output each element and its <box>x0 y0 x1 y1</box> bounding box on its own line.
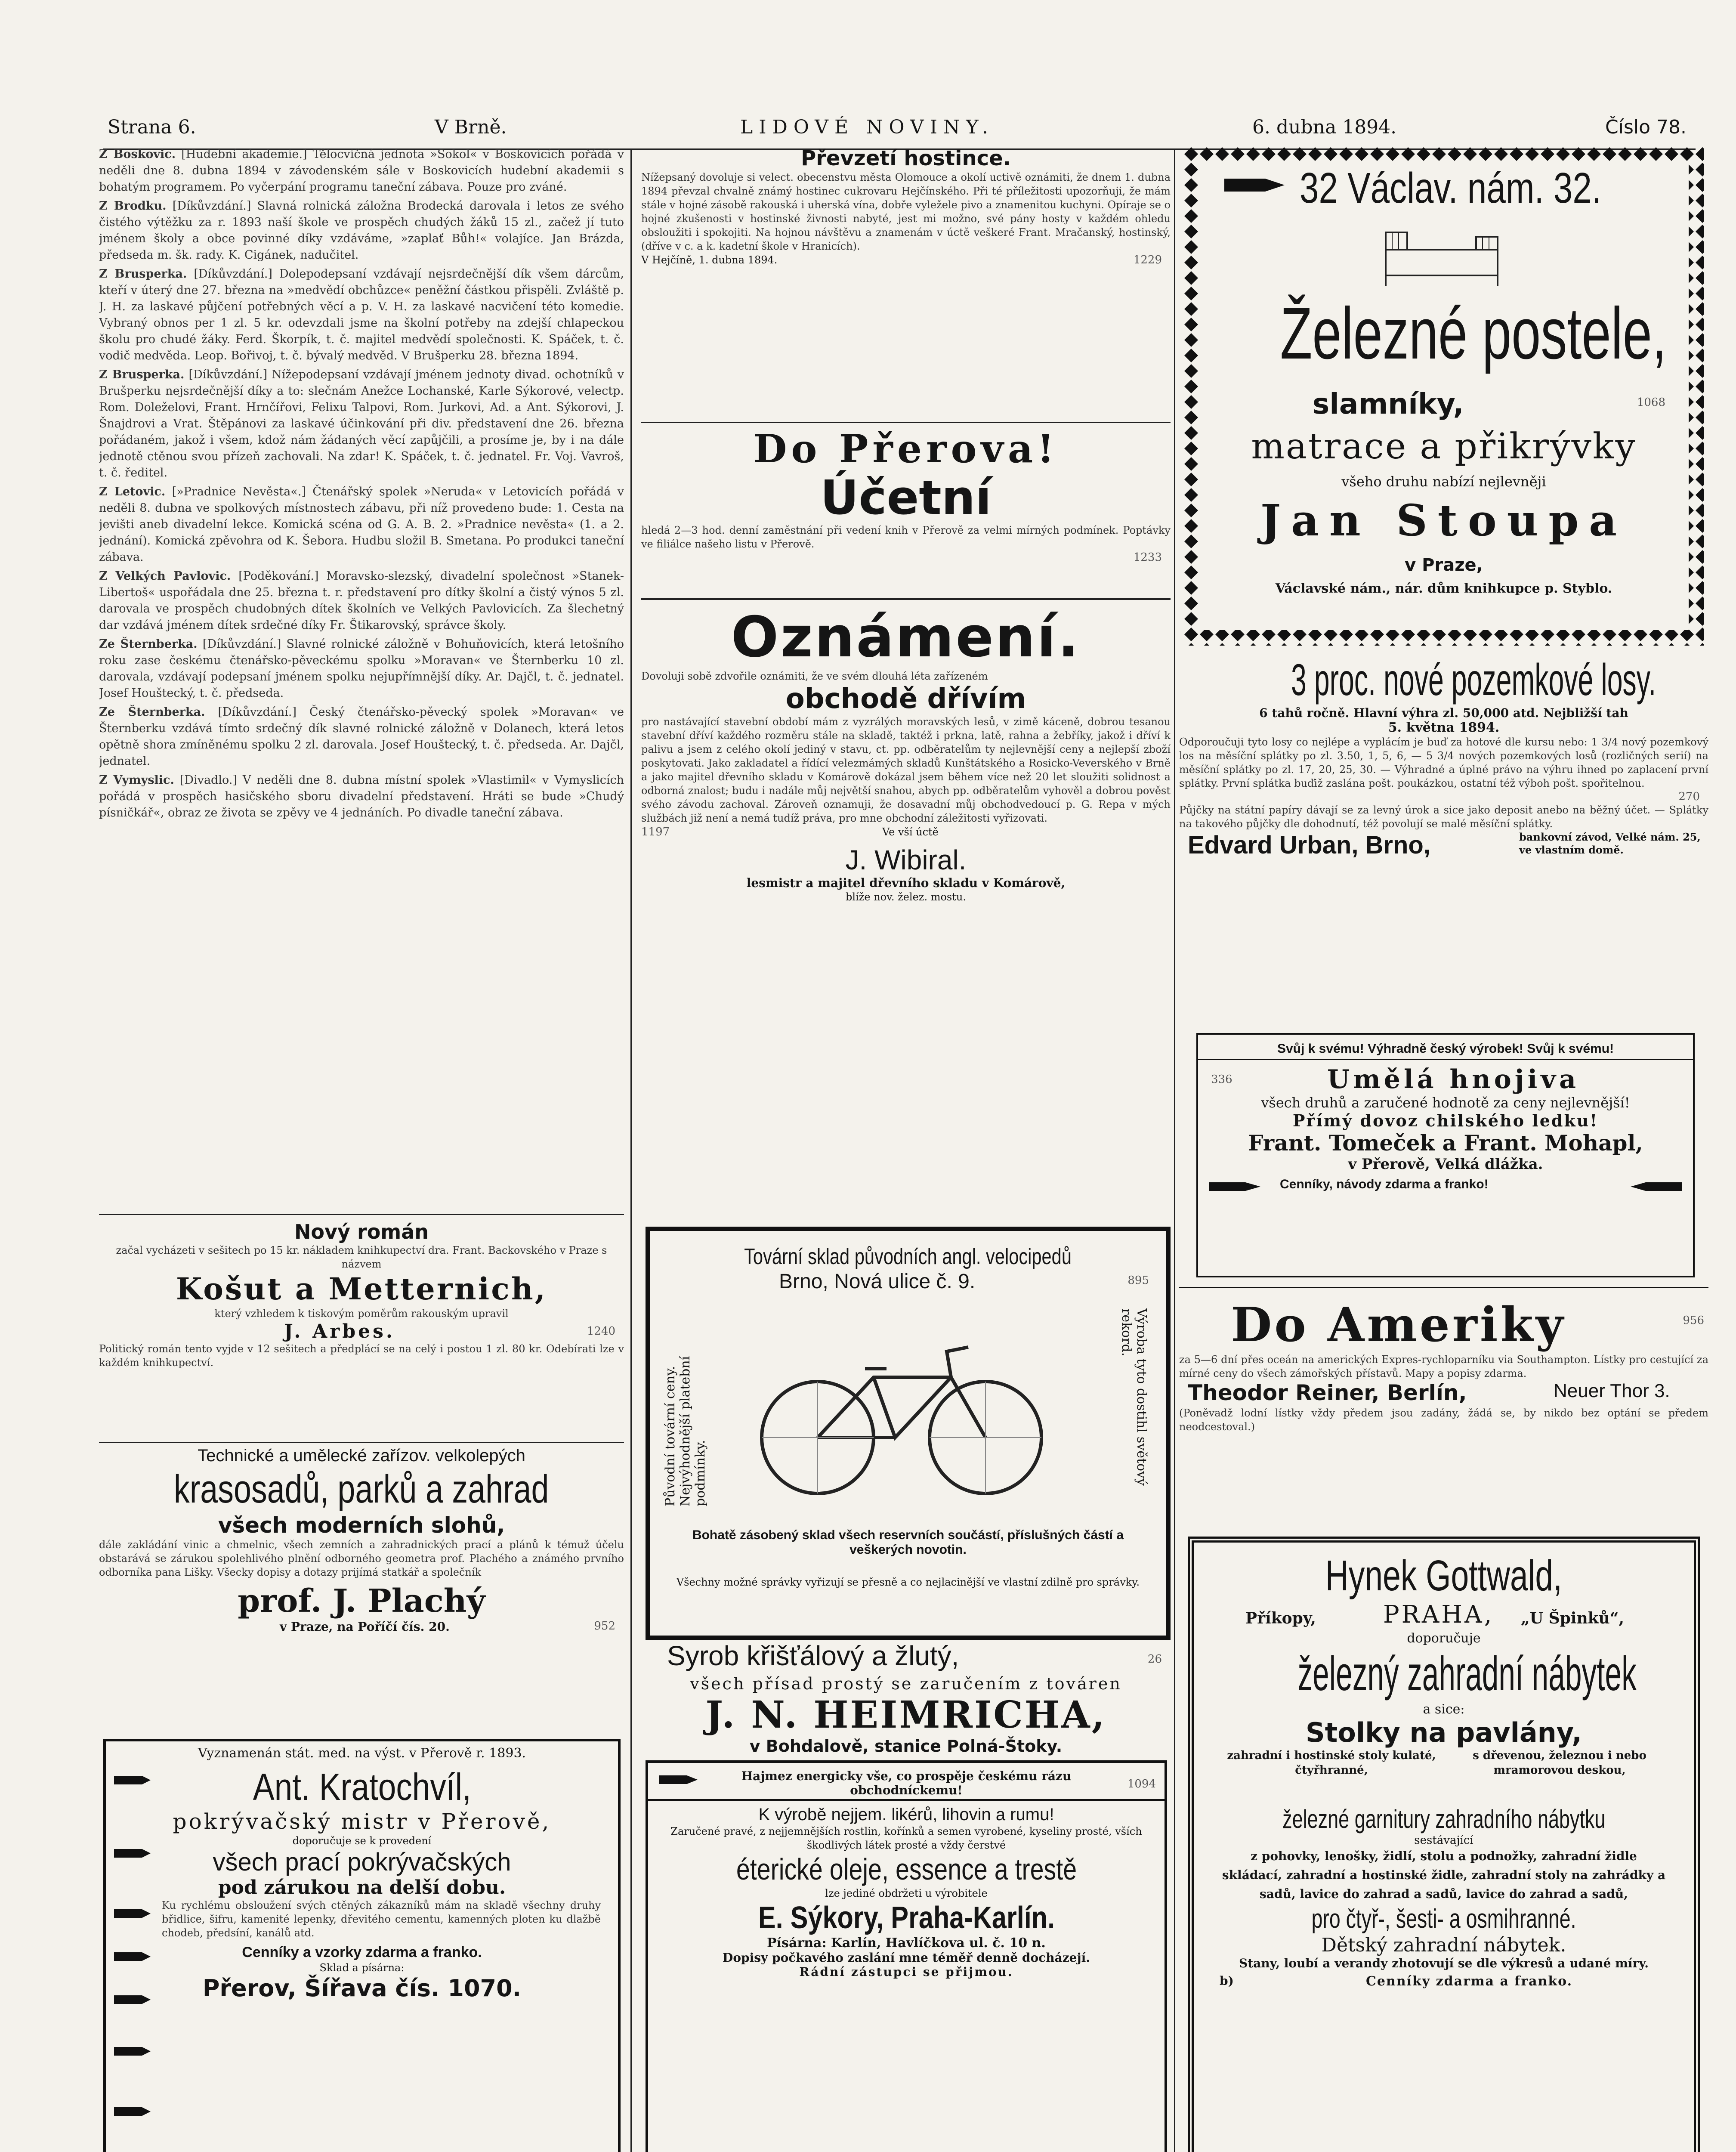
ad-subtitle: obchodě dřívím <box>785 683 1026 715</box>
syrob-ad <box>641 1640 1171 1756</box>
news-item: Z Brusperka. [Díkůvzdání.] Dolepodepsaní vzdávají nejsrdečnější dík všem dárcům, kteří v úterý dne 27. března na »medvědí obchůzce« peněžní částkou přispěli. Zvláště p. J. H. za laskavé půjčení potřebných věcí a p. V. H. za laskavé nacvičení této komedie. Vybraný obnos per 1 zl. 5 kr. odevzdali jsme na školní potřeby na zdejší chlapeckou školu pro chudé žáky. Ferd. Škorpík, t. č. majitel medvědí společnosti. K. Spáček, t. č. vodič medvěda. Leop. Bořivoj, t. č. bývalý medvěd. V Brušperku 28. března 1894. <box>99 267 624 362</box>
ad-number: 1068 <box>1637 396 1665 409</box>
ad-text: Stany, loubí a verandy zhotovují se dle výkresů a udané míry. <box>1239 1956 1649 1970</box>
ad-subtitle: matrace a přikrývky <box>1251 426 1637 467</box>
divider <box>99 1442 624 1443</box>
ad-text: Ku rychlému obsloužení svých ctěných zákazníků mám na skladě všechny druhy břidlice, šifru, kamenité lepenky, dřevitého cementu, kamenných ploten ku dlažbě chodeb, předsíní, kanálů atd. <box>162 1899 601 1939</box>
mohapl-ad <box>1196 1033 1695 1277</box>
ad-title: krasosadů, parků a zahrad <box>174 1467 549 1511</box>
ad-name: J. Wibiral. <box>845 844 967 875</box>
ad-address: Neuer Thor 3. <box>1554 1380 1670 1401</box>
ad-address: PRAHA, <box>1383 1601 1494 1629</box>
ad-text: Zaručené pravé, z nejjemnějších rostlin, kořínků a semen vyrobené, kyseliny prosté, vších škodlivých látek prosté a vždy čerstvé <box>670 1825 1142 1851</box>
ad-title: Syrob křišťálový a žlutý, <box>667 1640 959 1671</box>
stoupa-ad <box>1183 146 1704 646</box>
news-item: Z Letovic. [»Pradnice Nevěsta«.] Čtenářský spolek »Neruda« v Letovicích pořádá v neděli 8. dubna ve spolkových místnostech zábavu, při níž provedeno bude: 1. Cesta na jevišti aneb divadelní lekce. Komická scéna od G. A. B. 2. »Pradnice nevěsta« (1. a 2. jednání). Komická zpěvohra od K. Šebora. Hudbu složil B. Smetana. Po produkci taneční zábava. <box>99 485 624 564</box>
novel-text: začal vycházeti v sešitech po 15 kr. nákladem knihkupectví dra. Frant. Backovského v Praze s názvem <box>116 1244 607 1270</box>
ad-address: „U Špinků“, <box>1521 1609 1625 1627</box>
ad-text: Cenníky zdarma a franko. <box>1366 1974 1573 1989</box>
ad-name: Theodor Reiner, Berlín, <box>1188 1380 1467 1405</box>
column-rule-2 <box>1174 148 1175 2152</box>
ad-title: Převzetí hostince. <box>801 146 1011 170</box>
ad-text: Svůj k svému! Výhradně český výrobek! Svůj k svému! <box>1277 1042 1614 1056</box>
ad-text: Dovoluji sobě zdvořile oznámiti, že ve svém dlouhá léta zařízeném <box>641 670 988 682</box>
ad-number: 1233 <box>1133 551 1162 564</box>
ad-number: 1094 <box>1127 1778 1156 1790</box>
ad-number: 1197 <box>641 826 670 838</box>
page-header <box>108 112 1700 146</box>
ad-text: doporučuje <box>1407 1631 1481 1646</box>
news-item: Ze Šternberka. [Díkůvzdání.] Slavné rolnické záložně v Bohuňovicích, která letošního roku zase českému čtenářsko-pěveckému spolku »Moravan« ve Šternberku 10 zl. darovala, vzdávají podepsaní jménem spolku nejupřímnější díky. Ar. Dajčl, t. č. jednatel. Josef Houštecký, t. č. předseda. <box>99 637 624 700</box>
ad-text: Cenníky, návody zdarma a franko! <box>1280 1177 1489 1191</box>
ad-guarantee: pod zárukou na delší dobu. <box>218 1877 506 1898</box>
ad-address: 32 Václav. nám. 32. <box>1300 164 1602 212</box>
ad-title: Do Ameriky <box>1231 1297 1566 1352</box>
ad-name: Edvard Urban, Brno, <box>1188 831 1430 859</box>
ad-number: 270 <box>1678 790 1700 803</box>
ad-address: Přerov, Šířava čís. 1070. <box>202 1975 522 2002</box>
ad-text: doporučuje se k provedení <box>292 1835 432 1847</box>
ad-subtitle: železné garnitury zahradního nábytku <box>1282 1805 1606 1834</box>
ad-text: Technické a umělecké zařízov. velkolepých <box>198 1446 525 1465</box>
ad-text: Původní tovární ceny. Nejvýhodnější platební podmínky. <box>663 1356 708 1506</box>
hostinec-ad <box>641 146 1171 269</box>
ad-subtitle: všech prací pokrývačských <box>213 1848 511 1876</box>
divider <box>99 1214 624 1215</box>
ad-text: zahradní i hostinské stoly kulaté, čtyřhranné, <box>1227 1749 1436 1777</box>
ad-title: 3 proc. nové pozemkové losy. <box>1291 655 1656 705</box>
ad-name: J. N. HEIMRICHA, <box>705 1693 1106 1737</box>
novel-ad <box>99 1220 624 1370</box>
sykora-ad <box>646 1760 1167 2152</box>
column-3 <box>1179 146 1708 2152</box>
ad-name: Jan Stoupa <box>1260 495 1628 546</box>
news-section <box>99 146 624 1214</box>
ad-number: 1240 <box>587 1325 615 1338</box>
ad-address: Písárna: Karlín, Havlíčkova ul. č. 10 n. <box>767 1936 1046 1951</box>
ad-text: b) <box>1220 1974 1234 1988</box>
issue-number: Číslo 78. <box>1605 116 1687 138</box>
ad-text: hledá 2—3 hod. denní zaměstnání při vedení knih v Přerově za velmi mírných podmínek. Poptávky ve filiálce našeho listu v Přerově. <box>641 524 1171 550</box>
ad-subtitle: pokrývačský mistr v Přerově, <box>173 1809 551 1834</box>
ad-text: Všechny možné správky vyřizují se přesně a co nejlacinější ve vlastní zdilně pro správky. <box>676 1576 1140 1588</box>
bicycle-ad <box>646 1227 1171 1640</box>
ad-subtitle: pro čtyř-, šesti- a osmihranné. <box>1311 1904 1576 1934</box>
pointing-hand-icon <box>1628 1179 1684 1194</box>
city-label: V Brně. <box>435 116 507 138</box>
ad-text: dále zakládání vinic a chmelnic, všech zemních a zahradnických prací a plánů k témuž účelu obstarává se zárukou spolehlivého plnění odborného geometra prof. Plachého a známého prvního odborníka pana Lišky. Všecky dopisy a dotazy prijímá statkář a společník <box>99 1539 624 1578</box>
column-1 <box>99 146 624 2152</box>
novel-heading: Nový román <box>294 1220 429 1243</box>
amerika-ad <box>1179 1287 1708 1434</box>
ad-subtitle: Účetní <box>820 470 992 525</box>
ad-number: 895 <box>1127 1274 1149 1287</box>
ad-text: Výroba tyto dostihl světový rekord. <box>1119 1308 1149 1486</box>
news-item: Z Velkých Pavlovic. [Poděkování.] Moravsko-slezský, divadelní společnost »Stanek-Libertoš« uspořádala dne 25. března t. r. představení pro dítky školní a čistý výnos 5 zl. darovala ve prospěch chudobných dítek školních ve Velkých Pavlovicích. Za šlechetný dar vzdává jménem dítek srdečné díky Fr. Štikarovský, správce školy. <box>99 569 624 632</box>
ad-text: Sklad a písárna: <box>319 1962 405 1974</box>
ad-text: za 5—6 dní přes oceán na amerických Expres-rychloparníku via Southampton. Lístky pro cestující za mírné ceny do všech zámořských přístavů. Mapy a popisy zdarma. <box>1179 1354 1708 1379</box>
novel-title: Košut a Metternich, <box>176 1271 547 1307</box>
bicycle-icon <box>744 1308 1054 1506</box>
ad-text: Dopisy počkavého zaslání mne téměř denně docházejí. <box>723 1951 1090 1965</box>
ad-address: v Praze, <box>1405 555 1483 575</box>
ad-subtitle: slamníky, <box>1313 387 1464 421</box>
ucetni-ad <box>641 426 1171 564</box>
ad-text: (Poněvadž lodní lístky vždy předem jsou zadány, žádá se, by nikdo bez optání se předem neodcestoval.) <box>1179 1407 1708 1433</box>
ad-text: Vyznamenán stát. med. na výst. v Přerově r. 1893. <box>198 1746 526 1761</box>
ad-text: lesmistr a majitel dřevního skladu v Komárově, <box>746 876 1066 890</box>
pointing-hand-icon <box>657 1773 700 1786</box>
issue-date: 6. dubna 1894. <box>1252 116 1397 138</box>
ad-text: a sice: <box>1423 1702 1465 1717</box>
column-rule-1 <box>630 148 632 2152</box>
ad-title: Ant. Kratochvíl, <box>253 1766 471 1808</box>
ad-text: Rádní zástupci se přijmou. <box>799 1965 1013 1979</box>
ad-address: Brno, Nová ulice č. 9. <box>779 1270 976 1293</box>
ad-text: Bohatě zásobený sklad všech reservních součástí, příslušných částí a veškerých novotin. <box>692 1528 1124 1557</box>
ad-subtitle: všech moderních slohů, <box>218 1513 505 1538</box>
ad-title: Hynek Gottwald, <box>1325 1552 1563 1600</box>
ad-text: Dětský zahradní nábytek. <box>1321 1934 1566 1956</box>
novel-author: J. Arbes. <box>284 1320 395 1342</box>
ad-text: 6 tahů ročně. Hlavní výhra zl. 50,000 atd. Nejbližší tah <box>1259 706 1628 720</box>
ad-number: 26 <box>1147 1653 1162 1666</box>
bed-icon <box>1381 228 1502 288</box>
wibiral-ad <box>641 605 1171 904</box>
ad-name: prof. J. Plachý <box>238 1583 485 1620</box>
ad-number: 336 <box>1211 1073 1232 1086</box>
ad-text: všech přísad prostý se zaručením z továren <box>690 1674 1122 1693</box>
ad-address: v Přerově, Velká dlážka. <box>1348 1156 1543 1173</box>
ad-text: Přímý dovoz chilského ledku! <box>1292 1111 1599 1130</box>
ad-text: Nížepsaný dovoluje si velect. obecenstvu města Olomouce a okolí uctivě oznámiti, že dnem 1. dubna 1894 převzal chvalně známý hostinec cukrovaru Hejčínského. Při té příležitosti upozorňuji, že mám stále v hojné zásobě rakouská i uherská vína, dobře vyležele pivo a znamenitou kuchyni. Opíraje se o hojné zkušenosti v hostinské živnosti nabyté, jest mi možno, své pány hosty v každém ohledu obsloužiti i spokojiti. Na hojnou návštěvu a znamenám v úctě veškeré Frant. Mračanský, hostinský, (dříve v c. a k. kadetní škole v Hranicích). <box>641 171 1171 252</box>
ad-text: Hajmez energicky vše, co prospěje českému rázu obchodníckemu! <box>741 1769 1072 1797</box>
ad-title: Umělá hnojiva <box>1327 1064 1580 1095</box>
divider <box>641 598 1171 600</box>
page-number: Strana 6. <box>108 116 196 138</box>
ad-title: éterické oleje, essence a trestě <box>736 1852 1077 1886</box>
pointing-hand-icon <box>112 1767 155 2152</box>
ad-text: K výrobě nejjem. likérů, lihovin a rumu! <box>758 1805 1054 1824</box>
novel-text: Politický román tento vyjde v 12 sešitech a předplácí se na celý i postou 1 zl. 80 kr. Odebírati lze v každém knihkupectví. <box>99 1343 624 1369</box>
ad-text: Cenníky a vzorky zdarma a franko. <box>242 1944 482 1960</box>
ad-title: Železné postele, <box>1280 293 1667 374</box>
ad-title: Tovární sklad původních angl. velocipedů <box>744 1244 1072 1269</box>
ad-subtitle: železný zahradní nábytek <box>1297 1647 1637 1701</box>
newspaper-title: LIDOVÉ NOVINY. <box>740 116 994 138</box>
ad-name: E. Sýkory, Praha-Karlín. <box>758 1901 1055 1935</box>
ad-text: všech druhů a zaručené hodnotě za ceny nejlevnější! <box>1261 1095 1630 1111</box>
ad-text: s dřevenou, železnou i nebo mramorovou deskou, <box>1473 1749 1646 1777</box>
ad-text: Ve vší úctě <box>882 826 939 838</box>
ad-place: V Hejčíně, 1. dubna 1894. <box>641 254 778 266</box>
ad-address: v Praze, na Poříčí čís. 20. <box>280 1620 450 1634</box>
ad-title: Oznámení. <box>731 604 1081 670</box>
pointing-hand-icon <box>1222 172 1287 198</box>
ad-address: v Bohdalově, stanice Polná-Štoky. <box>749 1737 1063 1756</box>
plachy-ad <box>99 1446 624 1637</box>
ad-text: z pohovky, lenošky, židlí, stolu a podnožky, zahradní židle skládací, zahradní a hostinské židle, zahradní stoly na zahrádky a sadů, lavice do zahrad a sadů, lavice do zahrad a sadů, <box>1222 1849 1666 1901</box>
ad-address: bankovní závod, Velké nám. 25, ve vlastním domě. <box>1519 831 1701 856</box>
news-item: Ze Šternberka. [Díkůvzdání.] Český čtenářsko-pěvecký spolek »Moravan« ve Šternberku vzdává tímto srdečný dík slavné rolnické záložně v Dolanech, která letos opětně shora zmíněnému spolku 2 zl. darovala. Josef Houštecký, t. č. předseda. Ar. Dajčl, jednatel. <box>99 705 624 768</box>
ad-name: Frant. Tomeček a Frant. Mohapl, <box>1248 1130 1643 1156</box>
ad-text: Půjčky na státní papíry dávají se za levný úrok a sice jako deposit anebo na běžný účet. — Splátky na takového půjčky dle dohodnutí, též povolují se malé měsíční splátky. <box>1179 804 1708 830</box>
novel-text: který vzhledem k tiskovým poměrům rakouským upravil <box>214 1308 509 1320</box>
gottwald-ad <box>1188 1537 1700 2152</box>
ad-text: lze jediné obdržeti u výrobitele <box>825 1887 988 1899</box>
ad-text: sestávající <box>1414 1834 1473 1847</box>
news-item: Z Brodku. [Díkůvzdání.] Slavná rolnická záložna Brodecká darovala i letos ze svého čistého výtěžku za r. 1893 naší škole ve prospěch chudých žáků 15 zl., začež jí tuto jménem školy a obce povinné díky vzdáváme, »zaplať Bůh!« volajíce. Jan Brázda, předseda m. šk. rady. K. Cigánek, nadučitel. <box>99 199 624 262</box>
ad-date: 5. května 1894. <box>1388 720 1500 735</box>
ad-text: všeho druhu nabízí nejlevněji <box>1341 473 1546 490</box>
pointing-hand-icon <box>1207 1179 1263 1194</box>
divider <box>641 422 1171 423</box>
ad-text: Odporoučuji tyto losy co nejlépe a vyplácím je buď za hotové dle kursu nebo: 1 3/4 nový pozemkový los na měsíční splátky po zl. 3.50, 1, 5, 6, — 5 3/4 nových pozemkových losů (rozličných serií) na měsíční splátky po zl. 17, 20, 25, 30. — Výhradné a úplné právo na výhru ihned po zaplacení první splátky. První splátka buďiž zaslána pošt. poukázkou, ostatní též výboh pošt. spořitelnou. <box>1179 736 1708 789</box>
news-item: Z Boskovic. [Hudební akademie.] Tělocvičná jednota »Sokol« v Boskovicích pořádá v neděli dne 8. dubna 1894 v závodenském sále v Boskovicích hudební akademii s bohatým programem. Po vyčerpání programu taneční zábava. Pouze pro zváné. <box>99 148 624 194</box>
news-item: Z Vymyslic. [Divadlo.] V neděli dne 8. dubna místní spolek »Vlastimil« v Vymyslicích pořádá v prospěch hasičského sboru divadelní představení. Hráti se bude »Chudý písničkář«, obraz ze života se zpěvy ve 4 jednáních. Po divadle taneční zábava. <box>99 773 624 819</box>
ad-address: Příkopy, <box>1245 1609 1316 1627</box>
urban-ad <box>1179 654 1708 869</box>
ad-title: Do Přerova! <box>753 426 1059 472</box>
ad-subtitle: Stolky na pavlány, <box>1306 1717 1582 1748</box>
ad-text: blíže nov. želez. mostu. <box>846 891 966 903</box>
ad-text: pro nastávající stavební období mám z vyzrálých moravských lesů, v zimě káceně, dobrou tesanou stavební dříví každého rozměru stále na skladě, taktéž i prkna, latě, rahna a žebříky, jakož i dříví k palivu a jsem z celého okolí jediný v stavu, ct. pp. odběratelům ty nejlevnější ceny a nejlepší zboží poskytovati. Jako zakladatel a řídící velezmámých skladů Kunštátského a Rosicko-Veverského v Brně a jako majitel dřevního skladu v Komárově dokázal jsem během více než 20 let sloužiti solidnost a odborná znalost; budu i nadále můj největší snahou, abych pp. odběratelům vyhověl a dobrou pověst svého závodu zachoval. Zároveň oznamuji, že dosavadní můj obchodvedoucí p. G. Repa v mých službách již není a nemá tudíž práva, pro mne obchodní záležitosti vyřizovati. <box>641 716 1171 824</box>
ad-number: 1229 <box>1133 254 1162 266</box>
news-item: Z Brusperka. [Díkůvzdání.] Nížepodepsaní vzdávají jménem jednoty divad. ochotníků v Brušperku nejsrdečnější díky a to: slečnám Anežce Lochanské, Karle Sýkorové, velectp. Rom. Doleželovi, Frant. Hrnčířovi, Felixu Talpovi, Rom. Jurkovi, Ad. a Ant. Sýkorovi, J. Šnajdrovi a Vrat. Štěpánovi za laskavé účinkování při div. představení dne 26. března pořádaném, jakož i všem, kdož nám žádaných věcí zapůjčili, a prosíme je, by i na dále jednotě ctěnou svou přízeň zachovali. Na zdar! K. Spáček, t. č. jednatel. Fr. Voj. Vavroš, t. č. ředitel. <box>99 368 624 479</box>
ad-number: 952 <box>594 1620 615 1633</box>
ad-number: 956 <box>1683 1314 1704 1327</box>
kratochvil-ad <box>103 1739 621 2152</box>
ad-address: Václavské nám., nár. dům knihkupce p. Styblo. <box>1275 581 1612 596</box>
column-2 <box>641 146 1171 2152</box>
